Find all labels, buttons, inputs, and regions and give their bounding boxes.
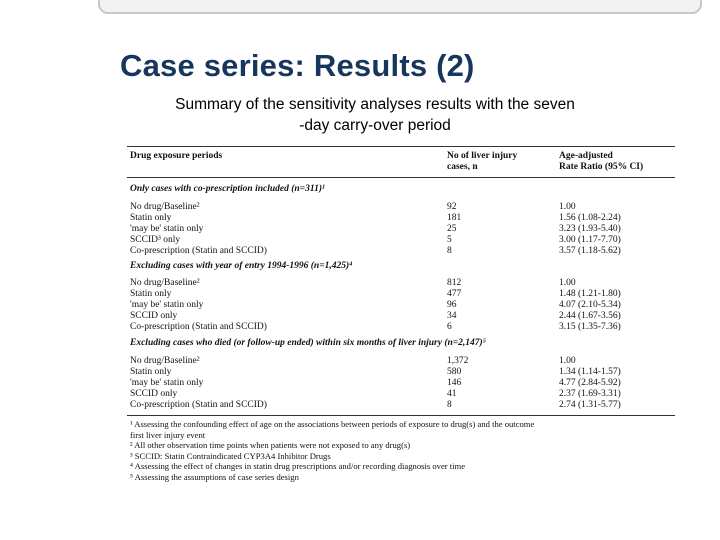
table-header-row-1 (127, 151, 675, 162)
footnote: first liver injury event (130, 429, 206, 440)
table-row: 'may be' statin only 146 4.77 (2.84-5.92) (130, 378, 621, 388)
footnote: ² All other observation time points when patients were not exposed to any drug(s) (130, 440, 411, 450)
footnote: ⁵ Assessing the assumptions of case series design (130, 471, 299, 482)
table-row: SCCID³ only 5 3.00 (1.17-7.70) (130, 235, 621, 245)
subtitle-line-1: Summary of the sensitivity analyses results with the seven (175, 96, 575, 113)
table-header-rule (127, 177, 675, 178)
header-cases-line-2: cases, n (447, 162, 478, 172)
table-row: Co-prescription (Statin and SCCID) 8 2.74 (1.31-5.77) (130, 400, 621, 410)
footnote: ¹ Assessing the confounding effect of age on the associations between periods of exposure to drug(s) and the outcome (130, 419, 535, 429)
table-row: No drug/Baseline² 92 1.00 (130, 202, 576, 212)
table-row: SCCID only 41 2.37 (1.69-3.31) (130, 389, 621, 399)
table-row: Co-prescription (Statin and SCCID) 6 3.15 (1.35-7.36) (130, 322, 621, 332)
results-table (127, 146, 675, 482)
table-bottom-rule (127, 415, 675, 416)
table-row: Statin only 181 1.56 (1.08-2.24) (130, 213, 621, 223)
table-row: No drug/Baseline² 812 1.00 (130, 278, 576, 288)
table-row: Statin only 477 1.48 (1.21-1.80) (130, 289, 621, 299)
table-row: No drug/Baseline² 1,372 1.00 (130, 356, 576, 366)
slide-subtitle (130, 94, 620, 136)
table-row: 'may be' statin only 96 4.07 (2.10-5.34) (130, 300, 621, 310)
footnote: ⁴ Assessing the effect of changes in statin drug prescriptions and/or recording diagnosis over time (130, 461, 466, 471)
table-row: SCCID only 34 2.44 (1.67-3.56) (130, 311, 621, 321)
header-rate-ratio-line-2: Rate Ratio (95% CI) (559, 162, 644, 172)
header-rate-ratio-line-1: Age-adjusted (559, 151, 613, 161)
slide-frame-top (98, 0, 702, 14)
section-title: Only cases with co-prescription included (n=311)¹ (130, 184, 325, 194)
table-header-row-2 (127, 162, 675, 173)
header-cases-line-1: No of liver injury (447, 151, 518, 161)
table-top-rule (127, 146, 675, 147)
footnote: ³ SCCID: Statin Contraindicated CYP3A4 Inhibitor Drugs (130, 450, 331, 461)
section-title: Excluding cases with year of entry 1994-1996 (n=1,425)⁴ (130, 261, 353, 271)
subtitle-line-2: -day carry-over period (299, 117, 451, 134)
section-title: Excluding cases who died (or follow-up ended) within six months of liver injury (n=2,147)⁵ (130, 338, 487, 348)
table-row: 'may be' statin only 25 3.23 (1.93-5.40) (130, 224, 621, 234)
table-row: Statin only 580 1.34 (1.14-1.57) (130, 367, 621, 377)
header-exposure-periods: Drug exposure periods (130, 151, 223, 161)
table-row: Co-prescription (Statin and SCCID) 8 3.57 (1.18-5.62) (130, 246, 621, 256)
slide-title: Case series: Results (2) (120, 48, 475, 83)
